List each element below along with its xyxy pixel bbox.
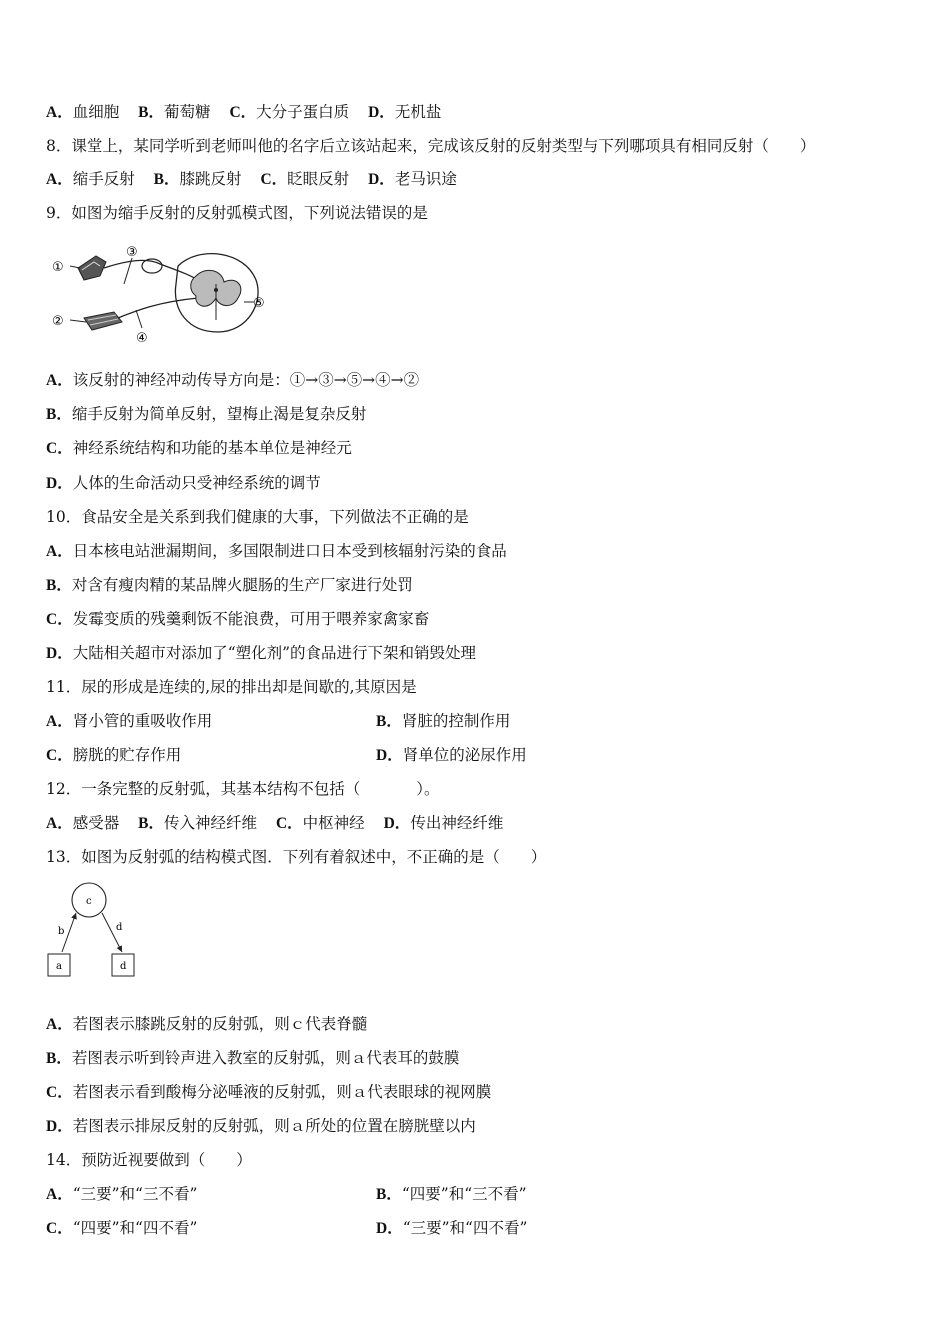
- effector-structure: [84, 312, 122, 330]
- q11-option-a-text: 肾小管的重吸收作用: [72, 712, 213, 730]
- q7-option-b-text: 葡萄糖: [164, 103, 211, 121]
- q10-option-c-text: 发霉变质的残羹剩饭不能浪费，可用于喂养家禽家畜: [72, 610, 430, 628]
- q7-option-c-text: 大分子蛋白质: [256, 103, 350, 121]
- q9-option-c: [46, 437, 352, 460]
- q14-option-c: [46, 1217, 197, 1240]
- q9-option-d-letter: D．: [46, 475, 73, 492]
- q11-option-c: [46, 744, 181, 767]
- q8-option-a-text: 缩手反射: [72, 170, 135, 188]
- q13-stem: 13．如图为反射弧的结构模式图．下列有着叙述中，不正确的是（ ）: [46, 848, 547, 866]
- q9-option-b: [46, 403, 366, 426]
- spinal-cord-section: [175, 254, 258, 332]
- fig9-label-5: ⑤: [253, 296, 265, 311]
- q9-stem: 9．如图为缩手反射的反射弧模式图，下列说法错误的是: [46, 204, 428, 222]
- q10-option-a-letter: A．: [46, 543, 73, 560]
- q14-option-a-letter: A．: [46, 1186, 73, 1203]
- q13-option-d: [46, 1115, 476, 1138]
- q7-option-b-letter: B．: [138, 104, 164, 121]
- q12-options: [46, 812, 503, 835]
- q7-option-a-letter: A．: [46, 104, 73, 121]
- fig13-label-c: c: [86, 896, 92, 907]
- q8-option-d-text: 老马识途: [394, 170, 457, 188]
- q11-option-b-text: 肾脏的控制作用: [401, 712, 511, 730]
- q11-option-d: [376, 744, 527, 767]
- q7-options: [46, 101, 441, 124]
- q14-option-a: [46, 1183, 197, 1206]
- reflex-arc-drawing: [48, 240, 268, 352]
- q10-option-d-letter: D．: [46, 645, 73, 662]
- q9-option-a-letter: A．: [46, 372, 73, 389]
- q14-option-d-letter: D．: [376, 1220, 403, 1237]
- fig9-label-2: ②: [52, 314, 64, 329]
- q12-option-b-text: 传入神经纤维: [164, 814, 258, 832]
- q7-option-d-text: 无机盐: [394, 103, 442, 121]
- q12-option-d-letter: D．: [383, 815, 411, 832]
- q13-option-b-text: 若图表示听到铃声进入教室的反射弧，则ａ代表耳的鼓膜: [71, 1049, 460, 1067]
- q10-option-b-text: 对含有瘦肉精的某品牌火腿肠的生产厂家进行处罚: [71, 576, 413, 594]
- q13-option-d-text: 若图表示排尿反射的反射弧，则ａ所处的位置在膀胱壁以内: [72, 1117, 476, 1135]
- q9-option-a: [46, 369, 419, 392]
- q12-option-b-letter: B．: [138, 815, 164, 832]
- q12-stem-before: 12．一条完整的反射弧，其基本结构不包括（: [46, 780, 361, 798]
- q14-option-b-letter: B．: [376, 1186, 402, 1203]
- q14-option-b: [376, 1183, 527, 1206]
- q10-option-d-text: 大陆相关超市对添加了“塑化剂”的食品进行下架和销毁处理: [72, 644, 477, 662]
- fig13-label-b: b: [58, 926, 65, 937]
- q7-option-c-letter: C．: [229, 104, 257, 121]
- q13-option-b-letter: B．: [46, 1050, 72, 1067]
- q8-options: [46, 168, 457, 191]
- fig13-label-d-line: d: [116, 922, 123, 933]
- fig9-label-3: ③: [126, 245, 138, 260]
- q10-option-d: [46, 642, 476, 665]
- q8-option-c-text: 眨眼反射: [287, 170, 350, 188]
- q8-option-b-letter: B．: [153, 171, 180, 188]
- q12-stem: [46, 778, 440, 800]
- q12-option-a-text: 感受器: [72, 814, 120, 832]
- reflex-arc-figure: [48, 240, 268, 352]
- q12-option-a-letter: A．: [46, 815, 73, 832]
- q13-option-a-letter: A．: [46, 1016, 73, 1033]
- q10-stem: 10．食品安全是关系到我们健康的大事，下列做法不正确的是: [46, 508, 469, 526]
- q12-option-d-text: 传出神经纤维: [410, 814, 504, 832]
- q10-option-a-text: 日本核电站泄漏期间，多国限制进口日本受到核辐射污染的食品: [72, 542, 507, 560]
- fig9-label-1: ①: [52, 260, 64, 275]
- fig13-label-a: a: [56, 961, 62, 972]
- q12-option-c-text: 中枢神经: [302, 814, 365, 832]
- q9-option-b-letter: B．: [46, 406, 72, 423]
- q7-option-d-letter: D．: [368, 104, 395, 121]
- q14-option-c-letter: C．: [46, 1220, 73, 1237]
- q13-option-c-letter: C．: [46, 1084, 73, 1101]
- q9-option-b-text: 缩手反射为简单反射，望梅止渴是复杂反射: [71, 405, 367, 423]
- q9-option-a-text: 该反射的神经冲动传导方向是：①→③→⑤→④→②: [72, 371, 420, 389]
- q11-option-c-letter: C．: [46, 747, 73, 764]
- reflex-arc-schematic: [44, 876, 144, 982]
- q10-option-a: [46, 540, 507, 563]
- q14-option-c-text: “四要”和“四不看”: [72, 1219, 198, 1237]
- q8-option-a-letter: A．: [46, 171, 73, 188]
- fig9-label-4: ④: [136, 331, 148, 346]
- q11-option-b: [376, 710, 510, 733]
- fig13-label-d-box: d: [120, 961, 127, 972]
- q10-option-b: [46, 574, 413, 597]
- q11-option-c-text: 膀胱的贮存作用: [72, 746, 182, 764]
- q12-option-c-letter: C．: [275, 815, 303, 832]
- q13-option-b: [46, 1047, 459, 1070]
- receptor-structure: [78, 256, 106, 280]
- q10-option-c: [46, 608, 429, 631]
- q8-option-b-text: 膝跳反射: [179, 170, 242, 188]
- q8-stem: 8．课堂上，某同学听到老师叫他的名字后立该站起来，完成该反射的反射类型与下列哪项具有相同反射（ ）: [46, 137, 816, 155]
- q12-stem-after: ）。: [416, 780, 440, 798]
- q14-option-d: [376, 1217, 527, 1240]
- q11-stem: 11．尿的形成是连续的,尿的排出却是间歇的,其原因是: [46, 678, 417, 696]
- q11-option-d-letter: D．: [376, 747, 403, 764]
- q10-option-b-letter: B．: [46, 577, 72, 594]
- q14-stem: 14．预防近视要做到（ ）: [46, 1151, 252, 1169]
- q9-option-d: [46, 472, 321, 495]
- q8-option-d-letter: D．: [368, 171, 395, 188]
- q14-option-d-text: “三要”和“四不看”: [402, 1219, 528, 1237]
- q11-option-a: [46, 710, 212, 733]
- q13-option-d-letter: D．: [46, 1118, 73, 1135]
- q11-option-b-letter: B．: [376, 713, 402, 730]
- q8-option-c-letter: C．: [260, 171, 288, 188]
- q14-option-b-text: “四要”和“三不看”: [401, 1185, 527, 1203]
- q13-option-c-text: 若图表示看到酸梅分泌唾液的反射弧，则ａ代表眼球的视网膜: [72, 1083, 492, 1101]
- q9-option-c-letter: C．: [46, 440, 73, 457]
- q11-option-d-text: 肾单位的泌尿作用: [402, 746, 527, 764]
- q9-option-c-text: 神经系统结构和功能的基本单位是神经元: [72, 439, 352, 457]
- q11-option-a-letter: A．: [46, 713, 73, 730]
- q13-option-a: [46, 1013, 367, 1036]
- q13-option-c: [46, 1081, 491, 1104]
- reflex-arc-schematic-drawing: [44, 876, 144, 982]
- q10-option-c-letter: C．: [46, 611, 73, 628]
- q9-option-d-text: 人体的生命活动只受神经系统的调节: [72, 474, 321, 492]
- q14-option-a-text: “三要”和“三不看”: [72, 1185, 198, 1203]
- q13-option-a-text: 若图表示膝跳反射的反射弧，则ｃ代表脊髓: [72, 1015, 368, 1033]
- q7-option-a-text: 血细胞: [72, 103, 120, 121]
